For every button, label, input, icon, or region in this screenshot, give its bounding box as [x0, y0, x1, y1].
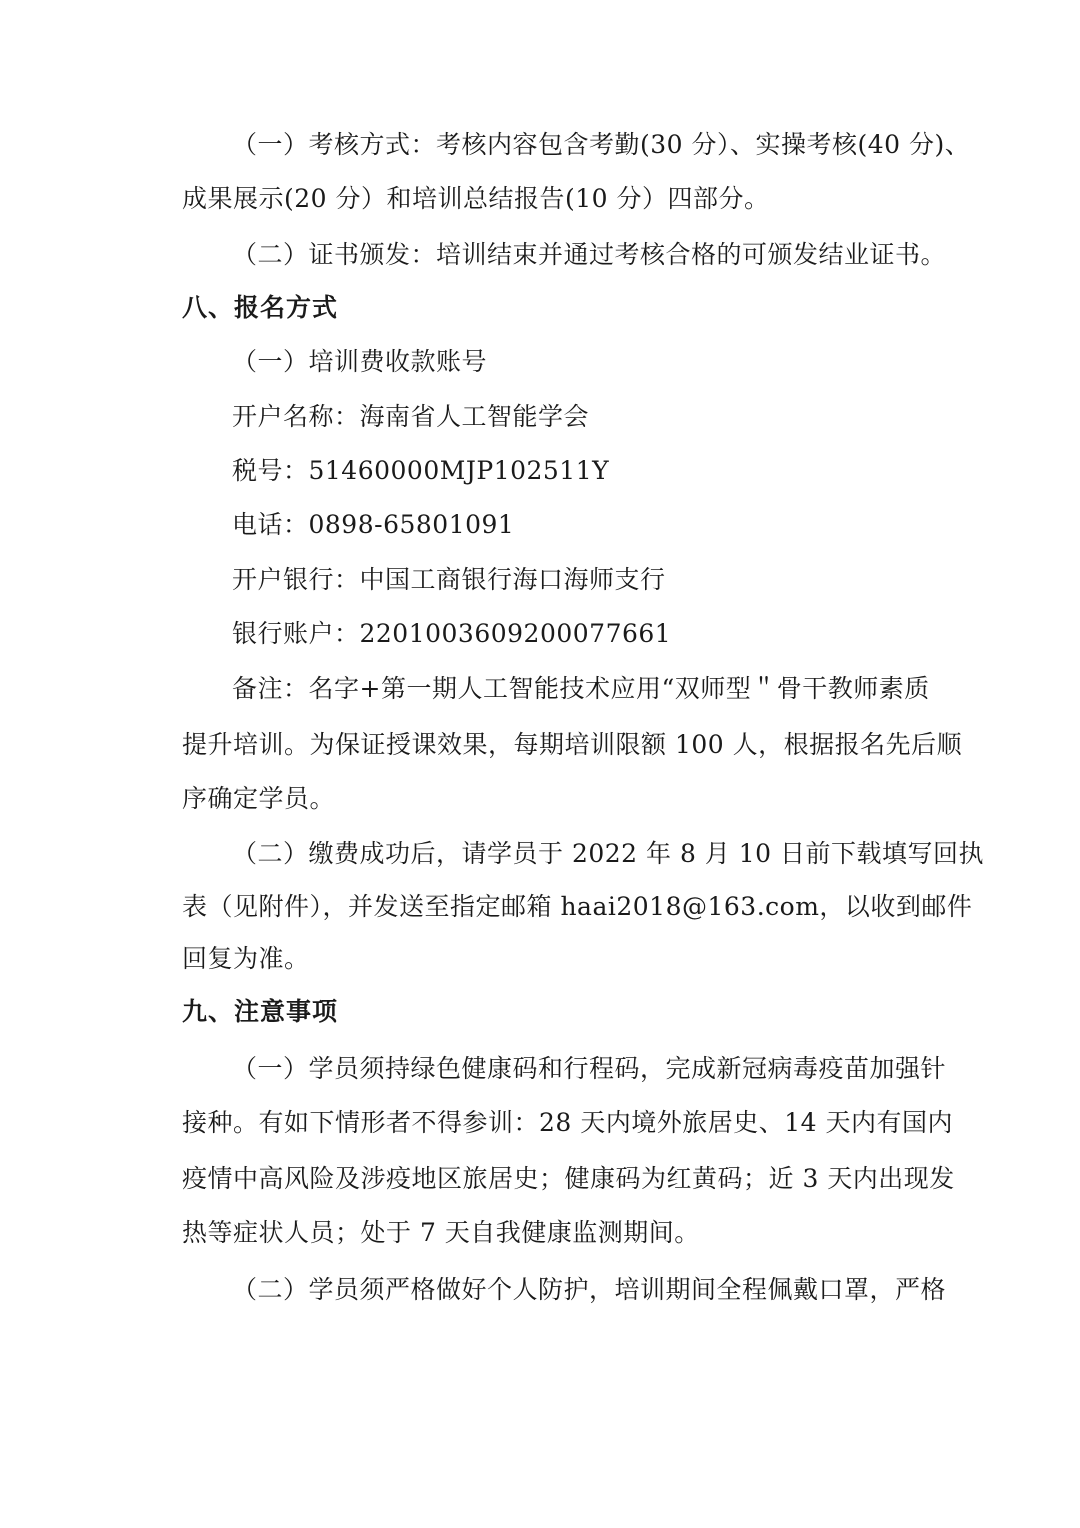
- payment-instruction-line-3: 回复为准。: [182, 944, 310, 973]
- note-line-2: 提升培训。为保证授课效果，每期培训限额 100 人，根据报名先后顺: [182, 730, 963, 759]
- health-requirement-line-1: （一）学员须持绿色健康码和行程码，完成新冠病毒疫苗加强针: [232, 1054, 947, 1083]
- section-8-heading: 八、报名方式: [182, 293, 339, 322]
- account-name: 开户名称：海南省人工智能学会: [232, 402, 590, 431]
- tax-id: 税号：51460000MJP102511Y: [232, 456, 610, 485]
- phone: 电话：0898-65801091: [232, 510, 515, 539]
- note-line-3: 序确定学员。: [182, 784, 336, 813]
- health-requirement-line-2: 接种。有如下情形者不得参训：28 天内境外旅居史、14 天内有国内: [182, 1108, 954, 1137]
- payment-instruction-line-2: 表（见附件），并发送至指定邮箱 haai2018@163.com，以收到邮件: [182, 892, 973, 921]
- protection-requirement-line-1: （二）学员须严格做好个人防护，培训期间全程佩戴口罩，严格: [232, 1275, 947, 1304]
- bank-name: 开户银行：中国工商银行海口海师支行: [232, 565, 666, 594]
- section-9-heading: 九、注意事项: [182, 997, 339, 1026]
- assessment-method-line-1: （一）考核方式：考核内容包含考勤(30 分）、实操考核(40 分)、: [232, 130, 971, 159]
- payment-instruction-line-1: （二）缴费成功后，请学员于 2022 年 8 月 10 日前下载填写回执: [232, 839, 985, 868]
- certificate-line: （二）证书颁发：培训结束并通过考核合格的可颁发结业证书。: [232, 240, 947, 269]
- health-requirement-line-3: 疫情中高风险及涉疫地区旅居史；健康码为红黄码；近 3 天内出现发: [182, 1164, 955, 1193]
- health-requirement-line-4: 热等症状人员；处于 7 天自我健康监测期间。: [182, 1218, 700, 1247]
- assessment-method-line-2: 成果展示(20 分）和培训总结报告(10 分）四部分。: [182, 184, 770, 213]
- bank-account-number: 银行账户：2201003609200077661: [232, 619, 672, 648]
- fee-account-subheading: （一）培训费收款账号: [232, 347, 488, 376]
- note-line-1: 备注：名字+第一期人工智能技术应用“双师型＂骨干教师素质: [232, 674, 930, 703]
